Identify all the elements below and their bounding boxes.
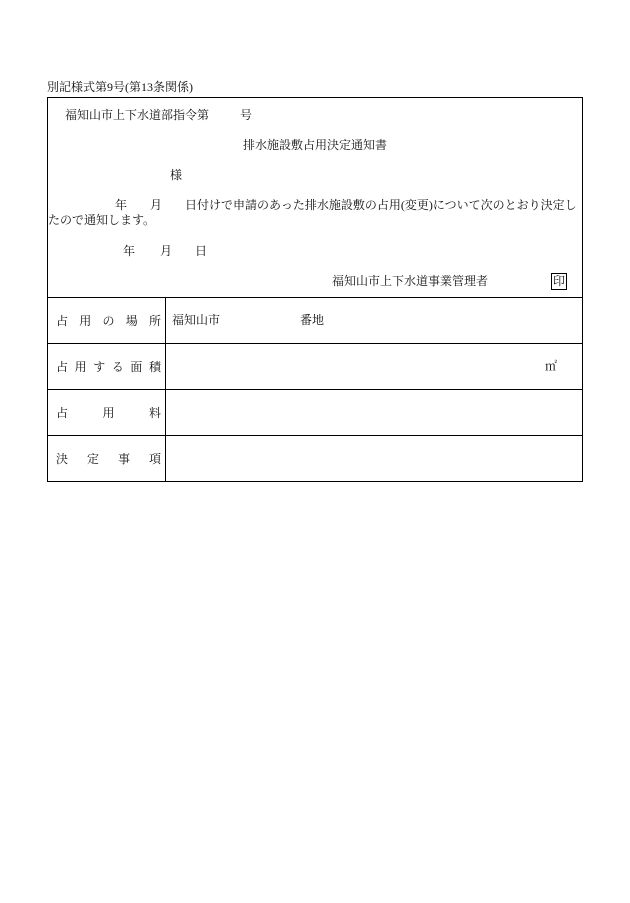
row-label-cell [48, 390, 166, 435]
notice-form [47, 97, 583, 482]
row-value-cell [166, 436, 582, 481]
issuer-name: 福知山市上下水道事業管理者 [332, 274, 489, 288]
row-label: 占用の場所 [56, 313, 161, 328]
row-label: 占用料 [56, 405, 161, 420]
table-row-area [48, 343, 582, 389]
document-title: 排水施設敷占用決定通知書 [242, 138, 387, 152]
body-month-unit: 月 [150, 198, 163, 212]
row-value-cell [166, 390, 582, 435]
issue-date-year-unit: 年 [123, 244, 136, 258]
area-unit: ㎡ [545, 359, 558, 373]
row-value-cell [166, 344, 582, 389]
form-number: 別記様式第9号(第13条関係) [47, 80, 193, 94]
row-label: 決定事項 [56, 451, 161, 466]
body-year-unit: 年 [115, 198, 128, 212]
notice-section [48, 98, 582, 297]
row-label: 占用する面積 [56, 359, 161, 374]
row-label-cell [48, 436, 166, 481]
directive-number-prefix: 福知山市上下水道部指令第 [65, 108, 210, 122]
table-row-fee [48, 389, 582, 435]
row-label-cell [48, 298, 166, 343]
issue-date-month-unit: 月 [160, 244, 173, 258]
directive-number-suffix: 号 [240, 108, 253, 122]
addressee-honorific: 様 [170, 168, 183, 182]
body-text-line1: 日付けで申請のあった排水施設敷の占用(変更)について次のとおり決定し [185, 198, 577, 212]
row-value-cell [166, 298, 582, 343]
table-row-location [48, 297, 582, 343]
row-label-cell [48, 344, 166, 389]
location-city: 福知山市 [172, 313, 221, 327]
body-text-line2: たので通知します。 [48, 213, 156, 227]
seal-mark: 印 [552, 274, 565, 288]
table-row-decision [48, 435, 582, 481]
location-lot-suffix: 番地 [300, 313, 325, 327]
issue-date-day-unit: 日 [195, 244, 208, 258]
